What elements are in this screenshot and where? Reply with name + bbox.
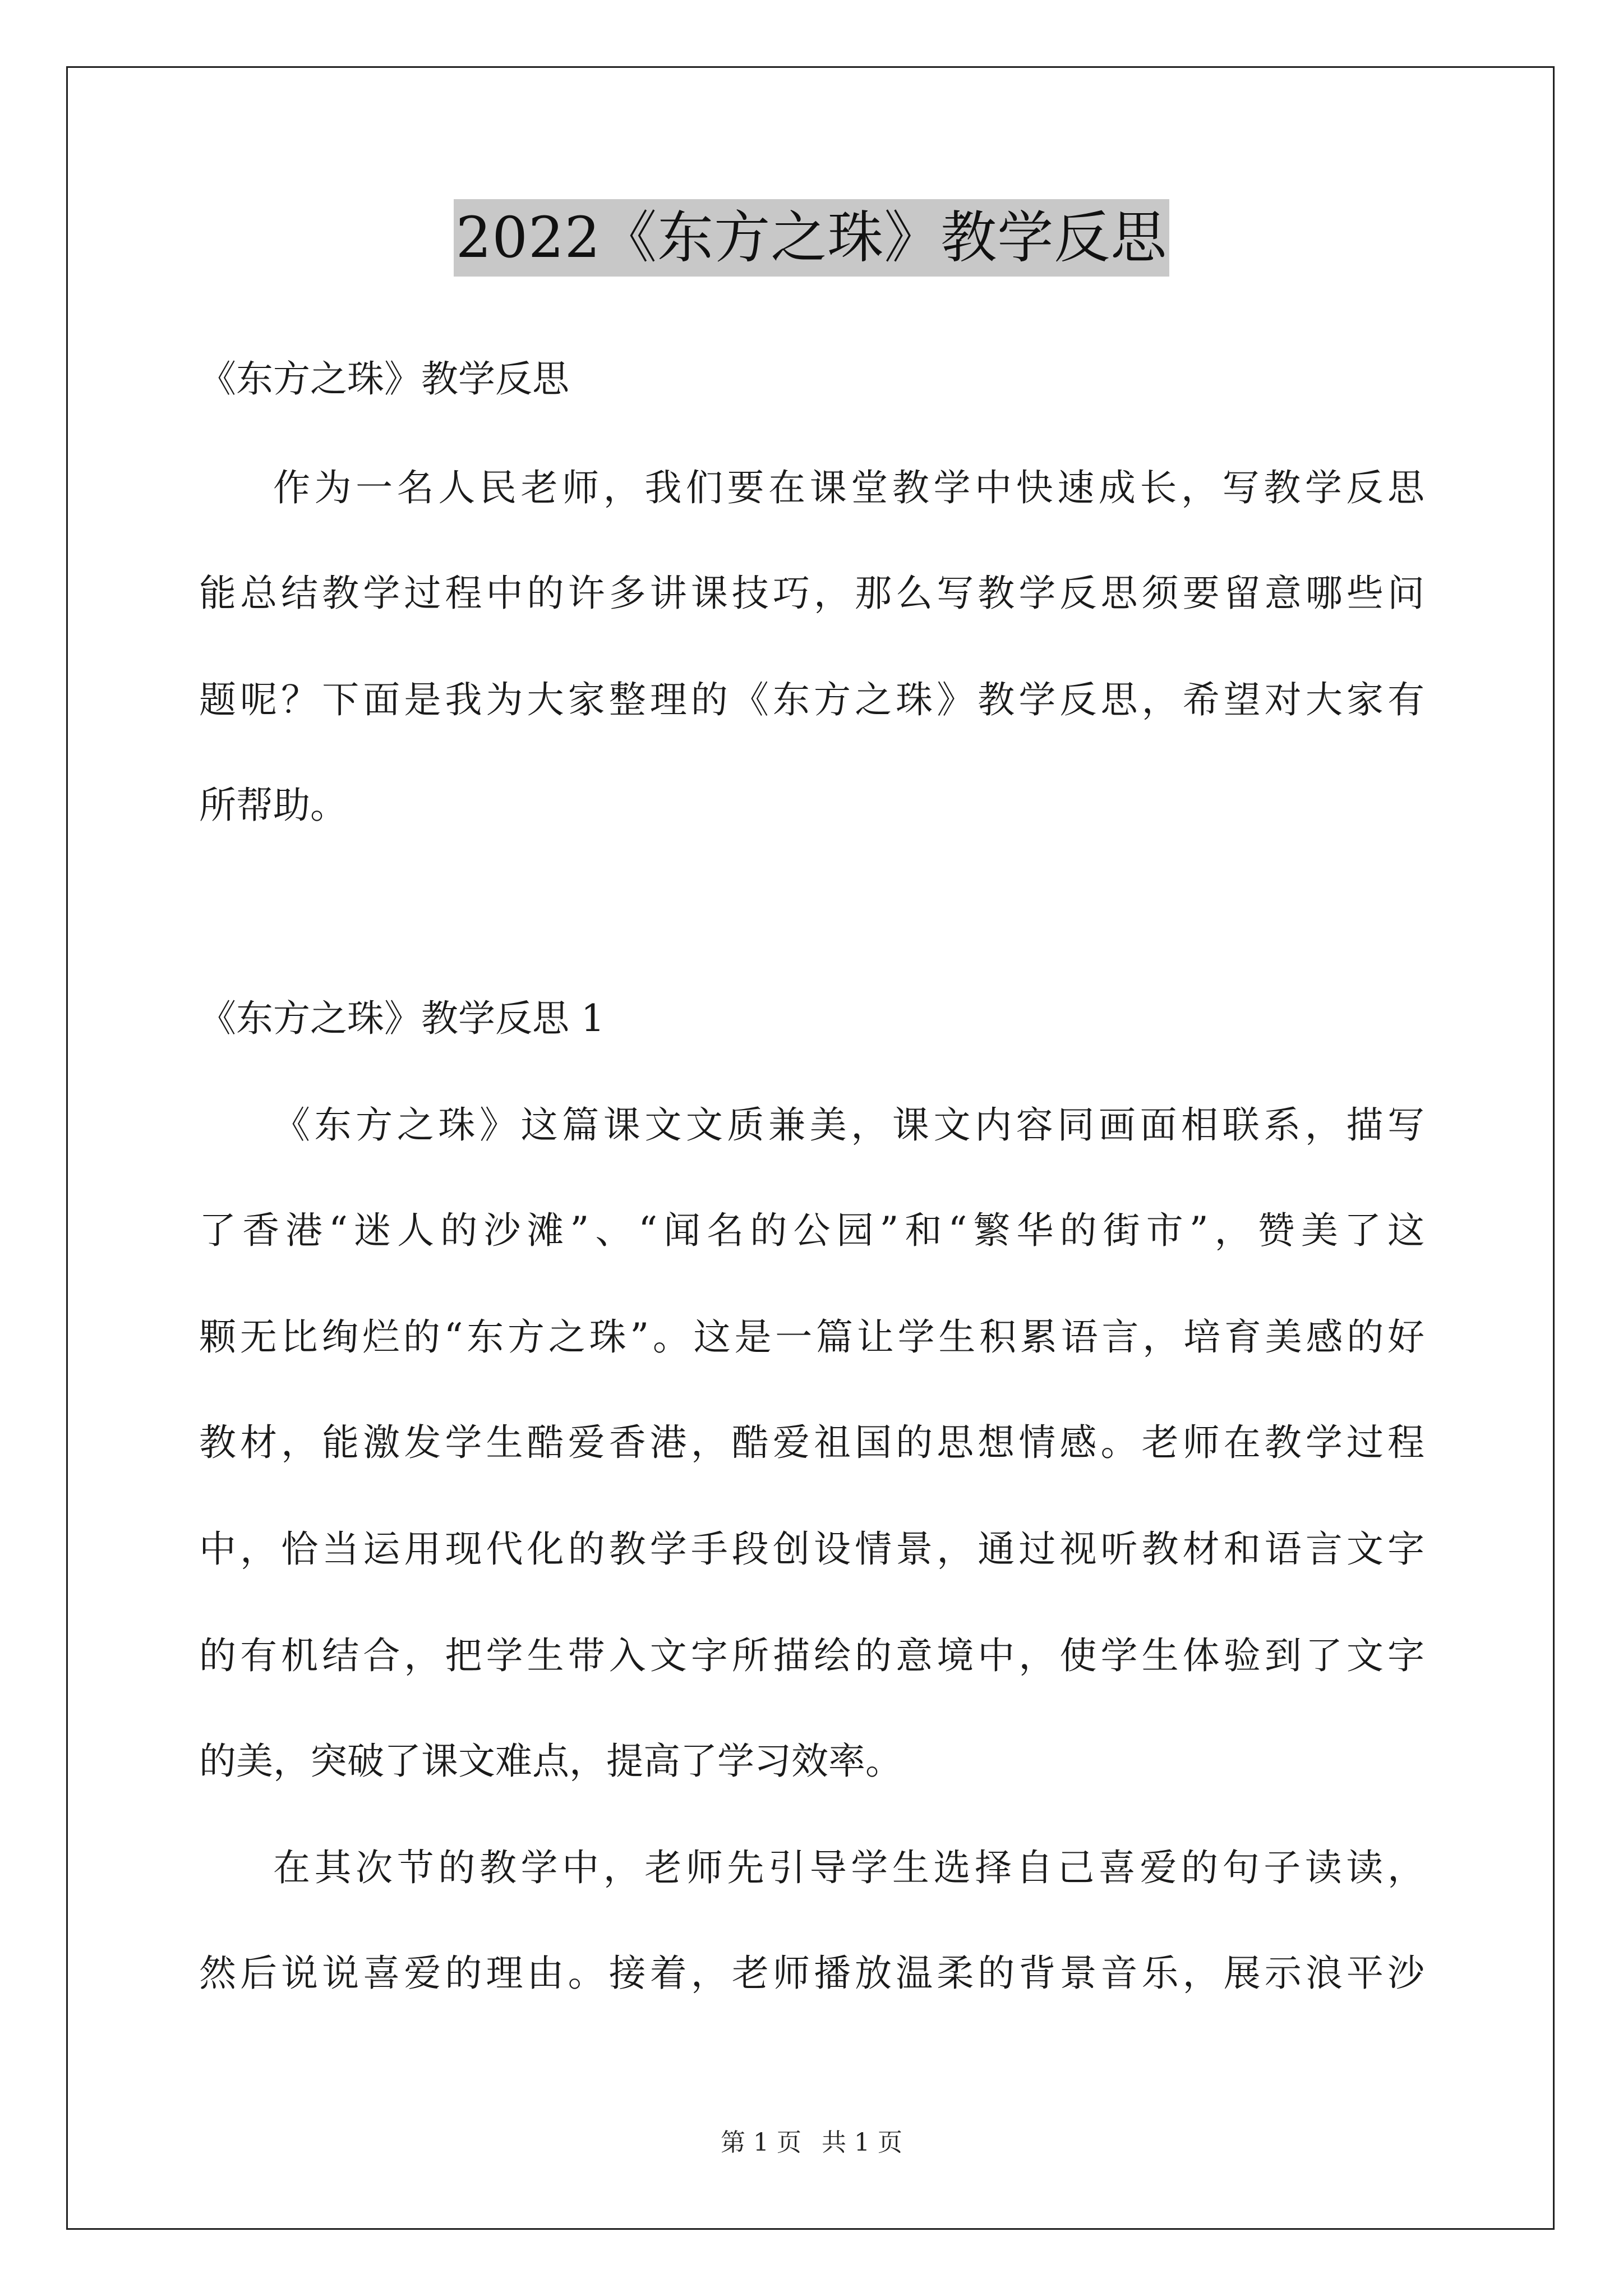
section1-para1-line-1: 《东方之珠》这篇课文文质兼美，课文内容同画面相联系，描写 (273, 1103, 1424, 1147)
title-container (0, 199, 1623, 277)
section1-para1-line-4: 教材，能激发学生酷爱香港，酷爱祖国的思想情感。老师在教学过程 (199, 1421, 1424, 1464)
section1-para1-line-6: 的有机结合，把学生带入文字所描绘的意境中，使学生体验到了文字 (199, 1634, 1424, 1677)
section1-para1-line-3: 颗无比绚烂的“东方之珠”。这是一篇让学生积累语言，培育美感的好 (199, 1315, 1424, 1359)
intro-line-3: 题呢？下面是我为大家整理的《东方之珠》教学反思，希望对大家有 (199, 678, 1424, 721)
intro-line-1: 作为一名人民老师，我们要在课堂教学中快速成长，写教学反思 (273, 466, 1424, 509)
intro-line-4: 所帮助。 (199, 784, 347, 827)
intro-line-2: 能总结教学过程中的许多讲课技巧，那么写教学反思须要留意哪些问 (199, 572, 1424, 615)
section1-heading: 《东方之珠》教学反思 1 (199, 997, 605, 1040)
page-footer (0, 2126, 1623, 2160)
section1-para2-line-2: 然后说说喜爱的理由。接着，老师播放温柔的背景音乐，展示浪平沙 (199, 1952, 1424, 1995)
document-title: 2022《东方之珠》教学反思 (454, 199, 1170, 277)
section1-para1-line-7: 的美，突破了课文难点，提高了学习效率。 (199, 1740, 902, 1783)
section1-para1-line-2: 了香港“迷人的沙滩”、“闻名的公园”和“繁华的街市”，赞美了这 (199, 1209, 1424, 1252)
page-total: 共 1 页 (822, 2128, 902, 2157)
section1-para1-line-5: 中，恰当运用现代化的教学手段创设情景，通过视听教材和语言文字 (199, 1527, 1424, 1571)
section1-para2-line-1: 在其次节的教学中，老师先引导学生选择自己喜爱的句子读读， (273, 1846, 1424, 1889)
intro-heading: 《东方之珠》教学反思 (199, 357, 569, 401)
page-number: 第 1 页 (721, 2128, 801, 2157)
